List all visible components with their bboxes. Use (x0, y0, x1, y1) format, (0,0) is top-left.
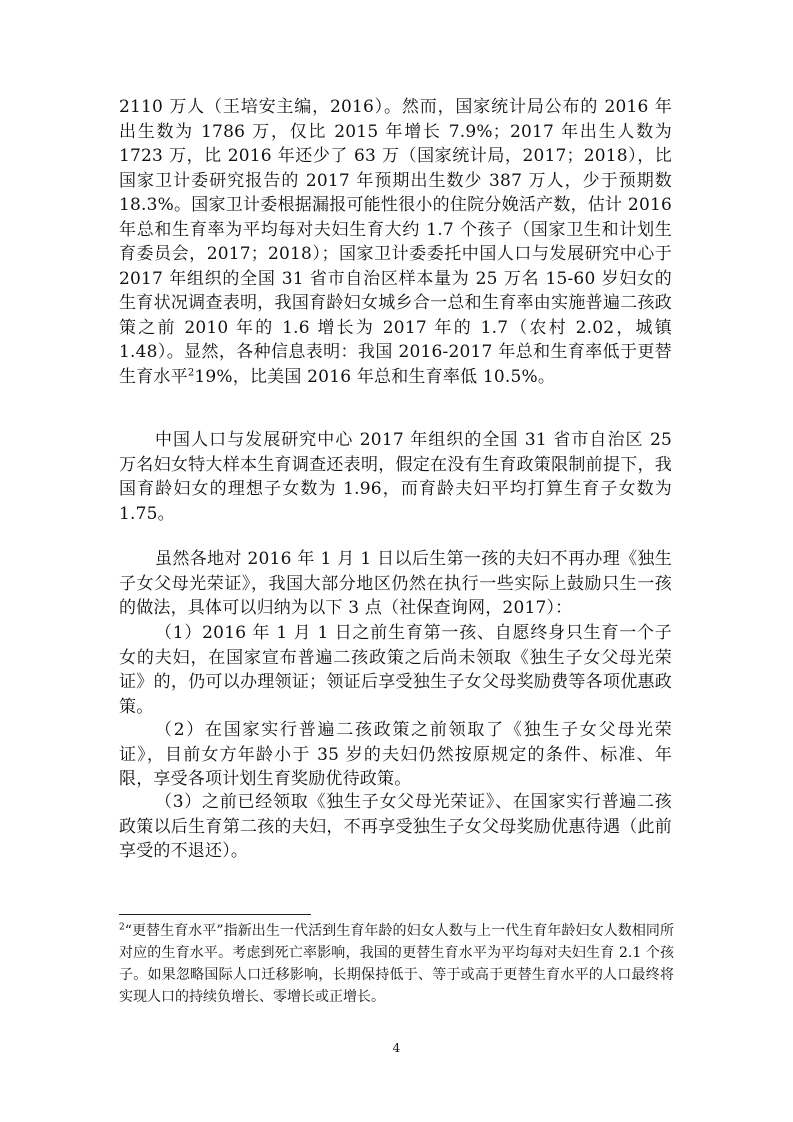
paragraph-text-continued: 19%，比美国 2016 年总和生育率低 10.5%。 (194, 366, 556, 387)
footnote-reference[interactable]: 2 (187, 366, 195, 378)
footnote-divider (119, 914, 311, 915)
footnote (119, 920, 674, 1008)
list-item-text: （3）之前已经领取《独生子女父母光荣证》、在国家实行普遍二孩政策以后生育第二孩的夫妇，不再享受独生子女父母奖励优惠待遇（此前享受的不退还）。 (119, 792, 672, 861)
footnote-text: “更替生育水平”指新出生一代活到生育年龄的妇女人数与上一代生育年龄妇女人数相同所对应的生育水平。考虑到死亡率影响，我国的更替生育水平为平均每对夫妇生育 2.1 个孩子。如果忽略国际人口迁移影响，长期保持低于、等于或高于更替生育水平的人口最终将实现人口的持续负增长、零增长或正增长。 (119, 923, 674, 1005)
paragraph-ideal-children (119, 428, 672, 526)
list-item-text: （2）在国家实行普遍二孩政策之前领取了《独生子女父母光荣证》，目前女方年龄小于 35 岁的夫妇仍然按原规定的条件、标准、年限，享受各项计划生育奖励优待政策。 (119, 720, 672, 789)
footnote-mark: 2 (119, 922, 125, 933)
paragraph-text: 中国人口与发展研究中心 2017 年组织的全国 31 省市自治区 25 万名妇女特大样本生育调查还表明，假定在没有生育政策限制前提下，我国育龄妇女的理想子女数为 1.96，而育龄夫妇平均打算生育子女数为 1.75。 (119, 430, 672, 524)
paragraph-birth-statistics (119, 95, 672, 389)
paragraph-text: 2110 万人（王培安主编，2016）。然而，国家统计局公布的 2016 年出生数为 1786 万，仅比 2015 年增长 7.9%；2017 年出生人数为 1723 万，比 2016 年还少了 63 万（国家统计局，2017；2018），比国家卫计委研究报告的 2017 年预期出生数少 387 万人，少于预期数 18.3%。国家卫计委根据漏报可能性很小的住院分娩活产数，估计 2016 年总和生育率为平均每对夫妇生育大约 1.7 个孩子（国家卫生和计划生育委员会，2017；2018）；国家卫计委委托中国人口与发展研究中心于 2017 年组织的全国 31 省市自治区样本量为 25 万名 15-60 岁妇女的生育状况调查表明，我国育龄妇女城乡合一总和生育率由实施普遍二孩政策之前 2010 年的 1.6 增长为 2017 年的 1.7（农村 2.02，城镇 1.48）。显然，各种信息表明：我国 2016-2017 年总和生育率低于更替生育水平 (119, 97, 672, 387)
paragraph-text: 虽然各地对 2016 年 1 月 1 日以后生第一孩的夫妇不再办理《独生子女父母光荣证》，我国大部分地区仍然在执行一些实际上鼓励只生一孩的做法，具体可以归纳为以下 3 点（社保查询网，2017）： (119, 549, 672, 618)
page-number: 4 (392, 1041, 401, 1055)
list-item (119, 790, 672, 864)
list-item-text: （1）2016 年 1 月 1 日之前生育第一孩、自愿终身只生育一个子女的夫妇，在国家宣布普遍二孩政策之后尚未领取《独生子女父母光荣证》的，仍可以办理领证；领证后享受独生子女父母奖励费等各项优惠政策。 (119, 623, 672, 717)
list-item (119, 718, 672, 792)
paragraph-policy-intro (119, 547, 672, 621)
list-item (119, 621, 672, 719)
